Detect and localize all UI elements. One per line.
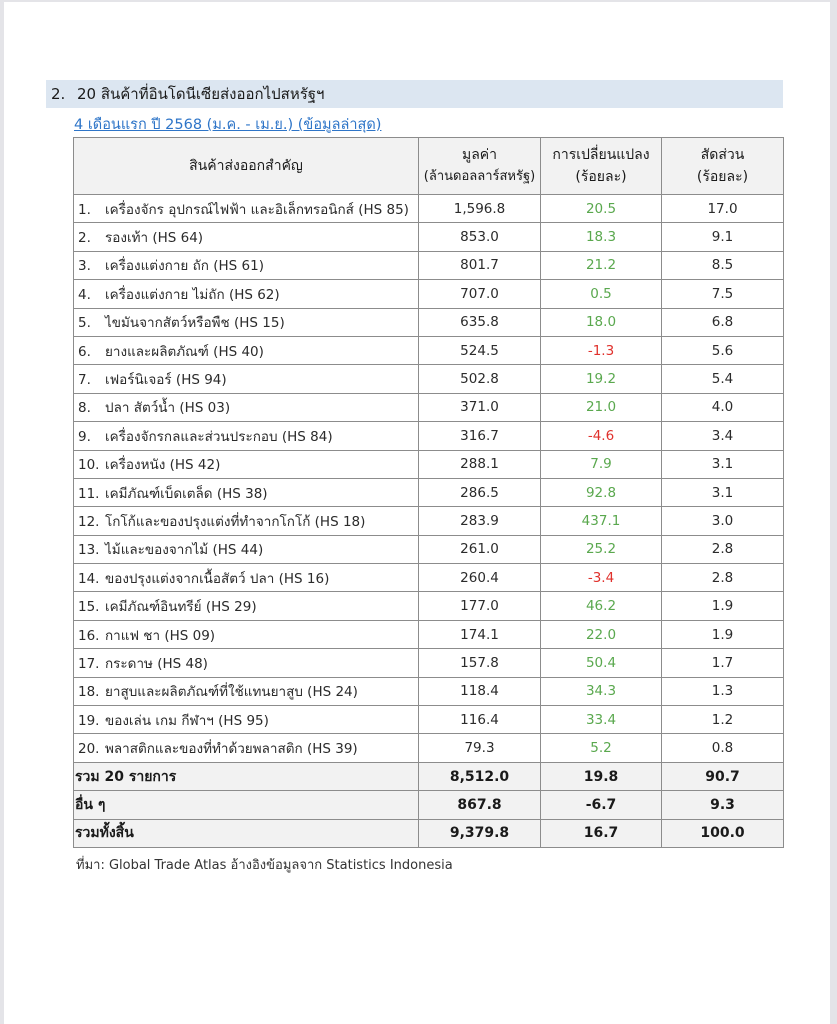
section-title: 20 สินค้าที่อินโดนีเซียส่งออกไปสหรัฐฯ (77, 85, 325, 103)
change-cell: 20.5 (541, 195, 662, 223)
summary-row (74, 791, 784, 819)
table-row (74, 592, 784, 620)
source-note: ที่มา: Global Trade Atlas อ้างอิงข้อมูลจาก Statistics Indonesia (76, 858, 453, 873)
table-row (74, 677, 784, 705)
table-header-row (74, 138, 784, 195)
change-cell: -6.7 (541, 791, 662, 819)
product-name-cell (74, 649, 419, 677)
row-index: 4. (78, 286, 91, 303)
product-name: กาแฟ ชา (HS 09) (105, 627, 216, 644)
share-cell: 3.1 (662, 478, 784, 506)
table-row (74, 564, 784, 592)
product-name-cell (74, 308, 419, 336)
table-row (74, 507, 784, 535)
share-cell: 5.4 (662, 365, 784, 393)
product-name: เครื่องหนัง (HS 42) (105, 457, 221, 474)
product-name: เคมีภัณฑ์อินทรีย์ (HS 29) (105, 599, 257, 616)
share-cell: 2.8 (662, 535, 784, 563)
value-cell: 853.0 (419, 223, 541, 251)
product-name-cell (74, 706, 419, 734)
product-name-cell (74, 223, 419, 251)
table-row (74, 195, 784, 223)
summary-label: รวมทั้งสิ้น (74, 819, 419, 847)
product-name: เคมีภัณฑ์เบ็ดเตล็ด (HS 38) (105, 485, 268, 502)
row-index: 14. (78, 570, 100, 587)
product-name-cell (74, 677, 419, 705)
product-name: ไขมันจากสัตว์หรือพืช (HS 15) (105, 315, 285, 332)
change-cell: 34.3 (541, 677, 662, 705)
change-cell: 19.8 (541, 762, 662, 790)
change-cell: -4.6 (541, 422, 662, 450)
row-index: 2. (78, 230, 91, 247)
table-row (74, 280, 784, 308)
share-cell: 8.5 (662, 251, 784, 279)
change-cell: -3.4 (541, 564, 662, 592)
product-name-cell (74, 393, 419, 421)
value-cell: 79.3 (419, 734, 541, 762)
table-row (74, 649, 784, 677)
summary-row (74, 762, 784, 790)
product-name: ยาสูบและผลิตภัณฑ์ที่ใช้แทนยาสูบ (HS 24) (105, 684, 358, 701)
value-cell: 116.4 (419, 706, 541, 734)
change-cell: -1.3 (541, 336, 662, 364)
product-name: เครื่องจักร อุปกรณ์ไฟฟ้า และอิเล็กทรอนิกส์ (HS 85) (105, 201, 409, 218)
product-name-cell (74, 734, 419, 762)
value-cell: 157.8 (419, 649, 541, 677)
value-cell: 867.8 (419, 791, 541, 819)
share-cell: 1.2 (662, 706, 784, 734)
summary-label: อื่น ๆ (74, 791, 419, 819)
value-cell: 9,379.8 (419, 819, 541, 847)
row-index: 1. (78, 201, 91, 218)
header-value: มูลค่า (ล้านดอลลาร์สหรัฐ) (419, 138, 541, 195)
product-name-cell (74, 507, 419, 535)
change-cell: 16.7 (541, 819, 662, 847)
header-share: สัดส่วน (ร้อยละ) (662, 138, 784, 195)
share-cell: 7.5 (662, 280, 784, 308)
product-name: ของปรุงแต่งจากเนื้อสัตว์ ปลา (HS 16) (105, 570, 330, 587)
product-name: ของเล่น เกม กีฬาฯ (HS 95) (105, 712, 269, 729)
row-index: 7. (78, 372, 91, 389)
row-index: 6. (78, 343, 91, 360)
product-name-cell (74, 280, 419, 308)
share-cell: 1.9 (662, 592, 784, 620)
table-row (74, 365, 784, 393)
value-cell: 524.5 (419, 336, 541, 364)
value-cell: 502.8 (419, 365, 541, 393)
value-cell: 283.9 (419, 507, 541, 535)
share-cell: 1.9 (662, 620, 784, 648)
export-table (73, 137, 784, 848)
header-change: การเปลี่ยนแปลง (ร้อยละ) (541, 138, 662, 195)
value-cell: 8,512.0 (419, 762, 541, 790)
table-row (74, 422, 784, 450)
product-name: รองเท้า (HS 64) (105, 230, 204, 247)
share-cell: 9.3 (662, 791, 784, 819)
value-cell: 261.0 (419, 535, 541, 563)
share-cell: 90.7 (662, 762, 784, 790)
share-cell: 3.0 (662, 507, 784, 535)
share-cell: 1.7 (662, 649, 784, 677)
product-name-cell (74, 450, 419, 478)
value-cell: 801.7 (419, 251, 541, 279)
share-cell: 17.0 (662, 195, 784, 223)
value-cell: 707.0 (419, 280, 541, 308)
change-cell: 5.2 (541, 734, 662, 762)
table-row (74, 308, 784, 336)
product-name-cell (74, 620, 419, 648)
row-index: 16. (78, 627, 100, 644)
value-cell: 1,596.8 (419, 195, 541, 223)
change-cell: 18.0 (541, 308, 662, 336)
product-name: เครื่องแต่งกาย ไม่ถัก (HS 62) (105, 286, 280, 303)
row-index: 3. (78, 258, 91, 275)
table-row (74, 251, 784, 279)
value-cell: 118.4 (419, 677, 541, 705)
document-page (4, 2, 830, 1024)
summary-label: รวม 20 รายการ (74, 762, 419, 790)
table-row (74, 450, 784, 478)
share-cell: 4.0 (662, 393, 784, 421)
share-cell: 100.0 (662, 819, 784, 847)
product-name: ยางและผลิตภัณฑ์ (HS 40) (105, 343, 264, 360)
product-name: เฟอร์นิเจอร์ (HS 94) (105, 372, 227, 389)
share-cell: 3.4 (662, 422, 784, 450)
share-cell: 5.6 (662, 336, 784, 364)
table-row (74, 336, 784, 364)
value-cell: 288.1 (419, 450, 541, 478)
product-name-cell (74, 422, 419, 450)
table-row (74, 223, 784, 251)
table-row (74, 393, 784, 421)
share-cell: 3.1 (662, 450, 784, 478)
share-cell: 1.3 (662, 677, 784, 705)
product-name: กระดาษ (HS 48) (105, 655, 208, 672)
value-cell: 371.0 (419, 393, 541, 421)
change-cell: 437.1 (541, 507, 662, 535)
change-cell: 25.2 (541, 535, 662, 563)
product-name-cell (74, 336, 419, 364)
product-name-cell (74, 365, 419, 393)
change-cell: 92.8 (541, 478, 662, 506)
row-index: 8. (78, 400, 91, 417)
change-cell: 21.2 (541, 251, 662, 279)
product-name: ปลา สัตว์น้ำ (HS 03) (105, 400, 231, 417)
product-name: เครื่องแต่งกาย ถัก (HS 61) (105, 258, 264, 275)
row-index: 18. (78, 684, 100, 701)
product-name-cell (74, 564, 419, 592)
change-cell: 7.9 (541, 450, 662, 478)
change-cell: 46.2 (541, 592, 662, 620)
table-row (74, 478, 784, 506)
row-index: 9. (78, 428, 91, 445)
period-link[interactable]: 4 เดือนแรก ปี 2568 (ม.ค. - เม.ย.) (ข้อมูลล่าสุด) (74, 117, 382, 133)
table-row (74, 535, 784, 563)
row-index: 19. (78, 712, 100, 729)
change-cell: 33.4 (541, 706, 662, 734)
value-cell: 316.7 (419, 422, 541, 450)
row-index: 11. (78, 485, 100, 502)
change-cell: 18.3 (541, 223, 662, 251)
product-name: ไม้และของจากไม้ (HS 44) (105, 542, 264, 559)
value-cell: 174.1 (419, 620, 541, 648)
table-row (74, 706, 784, 734)
change-cell: 50.4 (541, 649, 662, 677)
share-cell: 0.8 (662, 734, 784, 762)
product-name-cell (74, 592, 419, 620)
share-cell: 6.8 (662, 308, 784, 336)
share-cell: 2.8 (662, 564, 784, 592)
row-index: 5. (78, 315, 91, 332)
row-index: 17. (78, 655, 100, 672)
product-name: โกโก้และของปรุงแต่งที่ทำจากโกโก้ (HS 18) (105, 513, 366, 530)
table-row (74, 620, 784, 648)
row-index: 10. (78, 457, 100, 474)
row-index: 15. (78, 599, 100, 616)
value-cell: 260.4 (419, 564, 541, 592)
product-name-cell (74, 478, 419, 506)
row-index: 20. (78, 741, 100, 758)
row-index: 13. (78, 542, 100, 559)
share-cell: 9.1 (662, 223, 784, 251)
table-row (74, 734, 784, 762)
value-cell: 177.0 (419, 592, 541, 620)
change-cell: 19.2 (541, 365, 662, 393)
section-number: 2. (51, 85, 66, 103)
section-header (46, 80, 783, 108)
row-index: 12. (78, 513, 100, 530)
change-cell: 22.0 (541, 620, 662, 648)
change-cell: 21.0 (541, 393, 662, 421)
product-name-cell (74, 535, 419, 563)
value-cell: 286.5 (419, 478, 541, 506)
product-name: พลาสติกและของที่ทำด้วยพลาสติก (HS 39) (105, 741, 358, 758)
product-name-cell (74, 195, 419, 223)
product-name: เครื่องจักรกลและส่วนประกอบ (HS 84) (105, 428, 333, 445)
header-product: สินค้าส่งออกสำคัญ (74, 138, 419, 195)
value-cell: 635.8 (419, 308, 541, 336)
change-cell: 0.5 (541, 280, 662, 308)
product-name-cell (74, 251, 419, 279)
summary-row (74, 819, 784, 847)
